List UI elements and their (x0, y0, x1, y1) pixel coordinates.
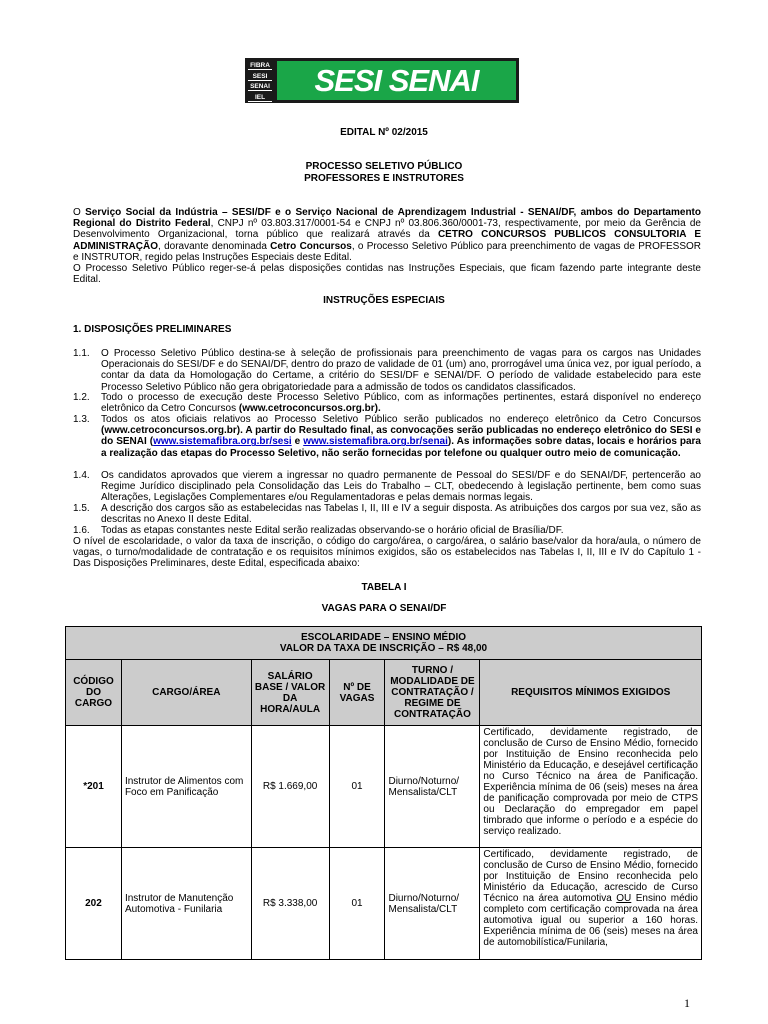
cell-vagas: 01 (329, 726, 385, 848)
intro-paragraph (73, 207, 701, 263)
escolaridade-label: ESCOLARIDADE – ENSINO MÉDIO (300, 632, 467, 643)
cell-codigo: *201 (66, 726, 122, 848)
item-1-5 (73, 503, 701, 525)
header-cargo: CARGO/ÁREA (121, 660, 251, 726)
cell-cargo: Instrutor de Alimentos com Foco em Panificação (121, 726, 251, 848)
item-1-1 (73, 348, 701, 393)
intro-text: O (73, 207, 86, 218)
intro-text: , o Processo Seletivo Público para preenchimento de vagas de PROFESSOR e INSTRUTOR, regido pelas Instruções Especiais deste Edital. (73, 240, 701, 263)
item-text-bold: ). As informações sobre datas, locais e horários para a realização das etapas do Processo Seletivo, não serão fornecidas por telefone ou qualquer outro meio de comunicação. (101, 436, 701, 459)
taxa-label: VALOR DA TAXA DE INSCRIÇÃO – R$ 48,00 (279, 643, 488, 654)
fibra-logo-column (245, 58, 275, 103)
process-title-line2: PROFESSORES E INSTRUTORES (304, 173, 464, 184)
table-row (66, 848, 702, 960)
sesi-link[interactable]: www.sistemafibra.org.br/sesi (153, 436, 292, 448)
sesi-senai-logo (245, 58, 519, 103)
logo-senai: SENAI (248, 83, 272, 91)
cell-requisitos (480, 848, 702, 960)
item-number: 1.2. (73, 392, 90, 403)
item-text: Os candidatos aprovados que vierem a ingressar no quadro permanente de Pessoal do SESI/DF e do SENAI/DF, pertencerão ao Regime Jurídico disciplinado pela Consolidação das Leis do Trabalho – CLT, obedecendo à legislação pertinente, bem como suas Alterações, Legislações Complementares e/ou Regulamentadoras e pelas demais normas legais. (101, 470, 701, 504)
intro-cetro-name: CETRO CONCURSOS PUBLICOS CONSULTORIA E ADMINISTRAÇÃO (73, 229, 701, 252)
item-text-part: Todo o processo de execução deste Processo Seletivo Público, com as informações pertinentes, estará disponível no endereço eletrônico da Cetro Concursos (101, 392, 701, 415)
logo-brand-text: SESI SENAI (277, 61, 516, 100)
intro-paragraph-2: O Processo Seletivo Público reger-se-á pelas disposições contidas nas Instruções Especiais, que ficam fazendo parte integrante deste Edital. (73, 263, 701, 286)
tabela-subtitle: VAGAS PARA O SENAI/DF (321, 603, 447, 614)
header-vagas: Nº DE VAGAS (329, 660, 385, 726)
senai-link[interactable]: www.sistemafibra.org.br/senai (303, 436, 448, 448)
item-text (101, 414, 701, 459)
logo-sesi: SESI (248, 73, 272, 81)
cell-vagas: 01 (329, 848, 385, 960)
cell-turno: Diurno/Noturno/ Mensalista/CLT (385, 848, 480, 960)
cetro-url: (www.cetroconcursos.org.br). (238, 403, 381, 415)
req-text: Ensino médio completo com certificação comprovada na área automotiva igual ou superior a 160 horas. Experiência mínima de 06 (seis) meses na área de automobilística/Funilaria, (483, 893, 698, 948)
item-text: Todas as etapas constantes neste Edital serão realizadas observando-se o horário oficial de Brasília/DF. (101, 525, 564, 536)
item-1-4 (73, 470, 701, 504)
cell-salario: R$ 3.338,00 (251, 848, 329, 960)
item-number: 1.4. (73, 470, 90, 481)
intro-text: , CNPJ nº 03.803.317/0001-54 e CNPJ nº 03.806.360/0001-73, respectivamente, por meio da Gerência de Desenvolvimento Organizacional, torna público que realizará através da (73, 218, 701, 241)
table-row (66, 726, 702, 848)
req-text: Certificado, devidamente registrado, de conclusão de Curso de Ensino Médio, fornecido por Instituição de Ensino reconhecida pelo Ministério da Educação, acrescido de Curso Técnico na área automotiva (483, 849, 698, 904)
item-text-part: Todos os atos oficiais relativos ao Processo Seletivo Público serão publicados no endereço eletrônico da Cetro Concursos (101, 414, 701, 425)
logo-fibra: FIBRA (248, 62, 272, 70)
item-text: O Processo Seletivo Público destina-se à seleção de profissionais para preenchimento de vagas para os cargos nas Unidades Operacionais do SESI/DF e do SENAI/DF, dentro do prazo de validade de 01 (um) ano, prorrogável uma única vez, por igual período, a contar da data da Homologação do Certame, a critério do SESI/DF e SENAI/DF. O período de validade estabelecido para este Processo Seletivo Público não gera obrigatoriedade para a admissão de todos os candidatos classificados. (101, 348, 701, 393)
vagas-table (65, 626, 702, 960)
page-number: 1 (684, 996, 690, 1010)
cell-codigo: 202 (66, 848, 122, 960)
section-1-heading: 1. DISPOSIÇÕES PRELIMINARES (73, 324, 232, 335)
intro-text: , doravante denominada (158, 240, 271, 252)
header-codigo: CÓDIGO DO CARGO (66, 660, 122, 726)
tabela-title: TABELA I (361, 582, 407, 593)
header-turno: TURNO / MODALIDADE DE CONTRATAÇÃO / REGIME DE CONTRATAÇÃO (385, 660, 480, 726)
item-number: 1.6. (73, 525, 90, 536)
logo-iel: IEL (248, 94, 272, 102)
header-requisitos: REQUISITOS MÍNIMOS EXIGIDOS (480, 660, 702, 726)
intro-cetro-short: Cetro Concursos (270, 240, 352, 252)
item-number: 1.1. (73, 348, 90, 359)
cell-requisitos: Certificado, devidamente registrado, de conclusão de Curso de Ensino Médio, fornecido por Instituição de Ensino reconhecida pelo Ministério da Educação, e desejável certificação no Curso Técnico na área de Panificação. Experiência mínima de 06 (seis) meses na área de panificação comprovada por meio de CTPS ou Declaração do empregador em papel timbrado que informe o período e a espécie do serviço realizado. (480, 726, 702, 848)
item-text: A descrição dos cargos são as estabelecidas nas Tabelas I, II, III e IV a seguir disposta. As atribuições dos cargos por sua vez, são as descritas no Anexo II deste Edital. (101, 503, 701, 526)
item-text-bold: e (291, 436, 304, 448)
table-band (66, 627, 702, 660)
item-text-bold: (www.cetroconcursos.org.br). A partir do Resultado final, as convocações serão publicadas no endereço eletrônico do SESI e do SENAI ( (101, 425, 701, 448)
item-number: 1.3. (73, 414, 90, 425)
cell-salario: R$ 1.669,00 (251, 726, 329, 848)
process-title-line1: PROCESSO SELETIVO PÚBLICO (305, 161, 463, 172)
instrucoes-heading: INSTRUÇÕES ESPECIAIS (323, 295, 445, 306)
edital-number: EDITAL Nº 02/2015 (340, 127, 428, 138)
item-1-2 (73, 392, 701, 414)
closing-paragraph: O nível de escolaridade, o valor da taxa de inscrição, o código do cargo/área, o cargo/área, o salário base/valor da hora/aula, o número de vagas, o turno/modalidade de contratação e os requisitos mínimos exigidos, são os estabelecidos nas Tabelas I, II, III e IV do Capítulo 1 - Das Disposições Preliminares, deste Edital, especificada abaixo: (73, 536, 701, 570)
req-ou: OU (616, 893, 632, 904)
cell-turno: Diurno/Noturno/ Mensalista/CLT (385, 726, 480, 848)
item-1-6 (73, 525, 701, 536)
item-number: 1.5. (73, 503, 90, 514)
cell-cargo: Instrutor de Manutenção Automotiva - Funilaria (121, 848, 251, 960)
header-salario: SALÁRIO BASE / VALOR DA HORA/AULA (251, 660, 329, 726)
item-1-3 (73, 414, 701, 459)
item-text (101, 392, 701, 414)
intro-entities: Serviço Social da Indústria – SESI/DF e o Serviço Nacional de Aprendizagem Industrial - SENAI/DF, ambos do Departamento Regional do Distrito Federal (73, 207, 701, 230)
